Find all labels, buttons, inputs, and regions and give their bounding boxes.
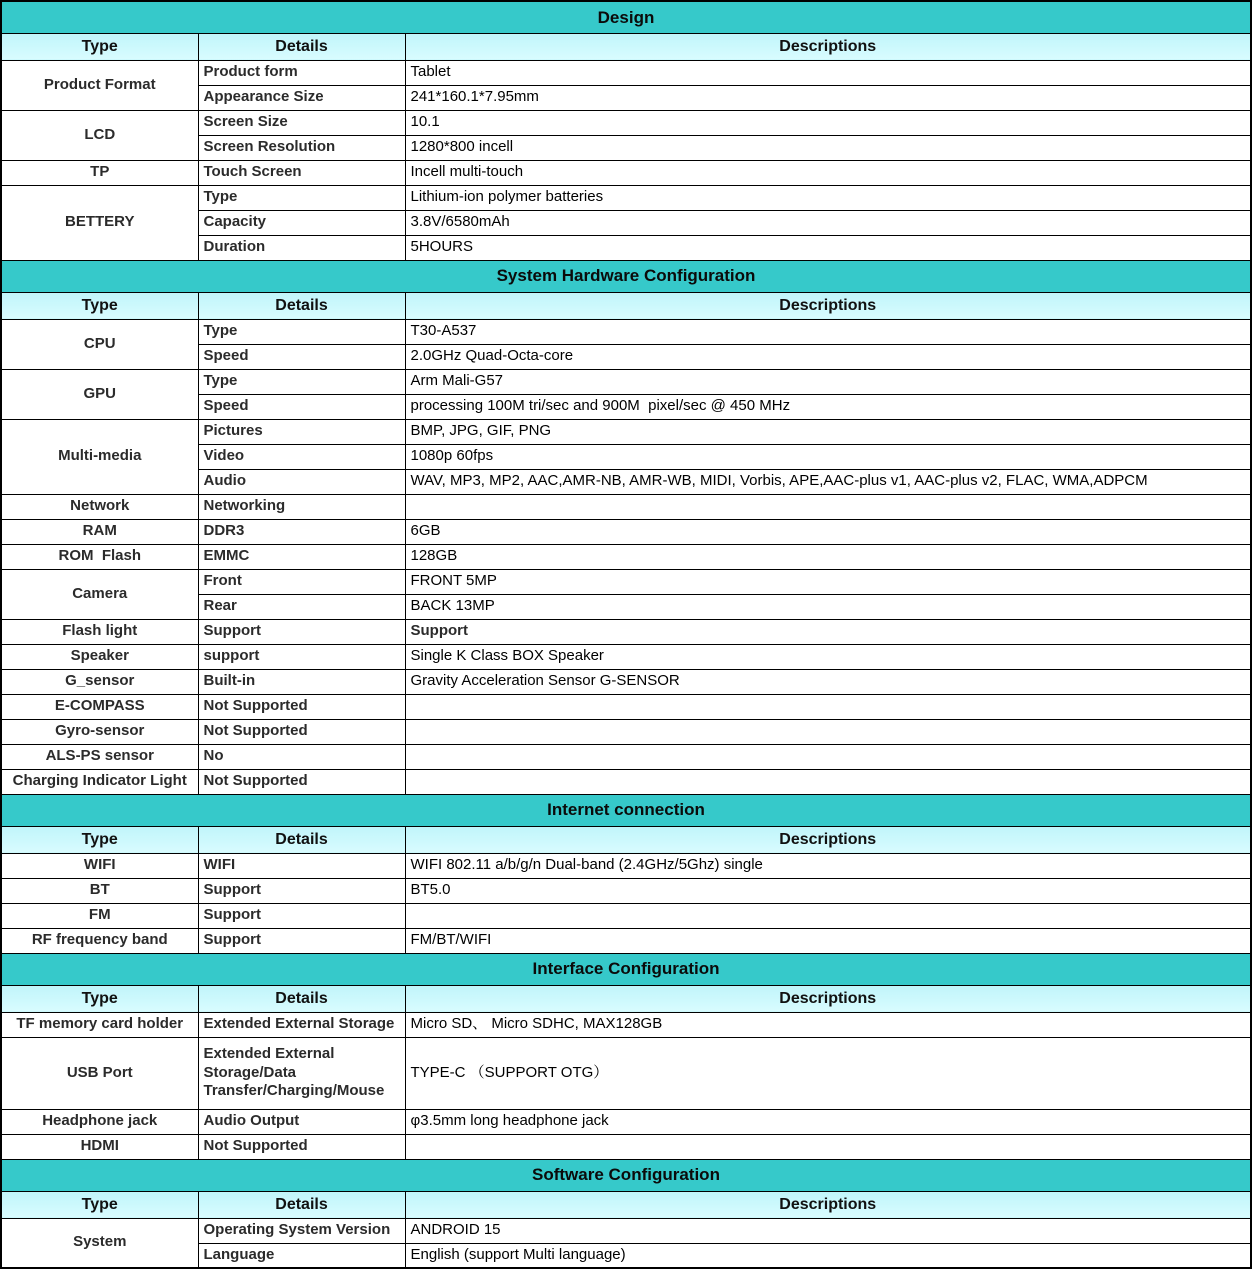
section-band (1, 1, 1251, 33)
desc-cell: Lithium-ion polymer batteries (405, 185, 1251, 210)
desc-cell (405, 694, 1251, 719)
details-cell: No (198, 744, 405, 769)
details-cell: Support (198, 619, 405, 644)
section-title: Interface Configuration (1, 953, 1251, 985)
type-cell: TP (1, 160, 198, 185)
type-cell: Gyro-sensor (1, 719, 198, 744)
spec-row (1, 544, 1251, 569)
desc-cell: WAV, MP3, MP2, AAC,AMR-NB, AMR-WB, MIDI, Vorbis, APE,AAC-plus v1, AAC-plus v2, FLAC, WMA,ADPCM (405, 469, 1251, 494)
details-cell: Support (198, 878, 405, 903)
section-title: Design (1, 1, 1251, 33)
type-cell: E-COMPASS (1, 694, 198, 719)
col-header-type: Type (1, 292, 198, 319)
details-cell: Type (198, 185, 405, 210)
details-cell: Speed (198, 344, 405, 369)
desc-cell: 1080p 60fps (405, 444, 1251, 469)
desc-cell: ANDROID 15 (405, 1218, 1251, 1243)
desc-cell (405, 1134, 1251, 1159)
details-cell: Appearance Size (198, 85, 405, 110)
spec-row (1, 744, 1251, 769)
desc-cell (405, 903, 1251, 928)
details-cell: support (198, 644, 405, 669)
details-cell: Built-in (198, 669, 405, 694)
spec-row (1, 569, 1251, 594)
details-cell: Audio Output (198, 1109, 405, 1134)
details-cell: Extended External Storage (198, 1012, 405, 1037)
details-cell: Speed (198, 394, 405, 419)
col-header-descriptions: Descriptions (405, 985, 1251, 1012)
column-header-row (1, 1191, 1251, 1218)
desc-cell: Micro SD、 Micro SDHC, MAX128GB (405, 1012, 1251, 1037)
desc-cell: FM/BT/WIFI (405, 928, 1251, 953)
spec-row (1, 853, 1251, 878)
type-cell: ROM Flash (1, 544, 198, 569)
spec-row (1, 669, 1251, 694)
spec-row (1, 319, 1251, 344)
details-cell: Support (198, 903, 405, 928)
details-cell: Not Supported (198, 694, 405, 719)
desc-cell: Single K Class BOX Speaker (405, 644, 1251, 669)
desc-cell: BACK 13MP (405, 594, 1251, 619)
col-header-descriptions: Descriptions (405, 1191, 1251, 1218)
desc-cell: processing 100M tri/sec and 900M pixel/sec @ 450 MHz (405, 394, 1251, 419)
type-cell: RF frequency band (1, 928, 198, 953)
type-cell: Product Format (1, 60, 198, 110)
desc-cell (405, 719, 1251, 744)
desc-cell: FRONT 5MP (405, 569, 1251, 594)
desc-cell: 128GB (405, 544, 1251, 569)
spec-row (1, 185, 1251, 210)
details-cell: Video (198, 444, 405, 469)
details-cell: DDR3 (198, 519, 405, 544)
type-cell: Network (1, 494, 198, 519)
desc-cell: Gravity Acceleration Sensor G-SENSOR (405, 669, 1251, 694)
details-cell: Product form (198, 60, 405, 85)
spec-row (1, 769, 1251, 794)
spec-row (1, 903, 1251, 928)
details-cell: Support (198, 928, 405, 953)
desc-cell: Incell multi-touch (405, 160, 1251, 185)
column-header-row (1, 826, 1251, 853)
desc-cell (405, 744, 1251, 769)
type-cell: Multi-media (1, 419, 198, 494)
type-cell: BETTERY (1, 185, 198, 260)
section-software (1, 1159, 1251, 1268)
details-cell: Not Supported (198, 769, 405, 794)
type-cell: G_sensor (1, 669, 198, 694)
desc-cell: 10.1 (405, 110, 1251, 135)
type-cell: Flash light (1, 619, 198, 644)
details-cell: Touch Screen (198, 160, 405, 185)
column-header-row (1, 985, 1251, 1012)
desc-cell: Support (405, 619, 1251, 644)
details-cell: Pictures (198, 419, 405, 444)
details-cell: Screen Resolution (198, 135, 405, 160)
details-cell: Not Supported (198, 719, 405, 744)
col-header-type: Type (1, 1191, 198, 1218)
spec-row (1, 1109, 1251, 1134)
type-cell: HDMI (1, 1134, 198, 1159)
type-cell: GPU (1, 369, 198, 419)
desc-cell: Tablet (405, 60, 1251, 85)
spec-row (1, 519, 1251, 544)
spec-row (1, 619, 1251, 644)
section-system-hardware (1, 260, 1251, 794)
section-band (1, 953, 1251, 985)
spec-row (1, 1012, 1251, 1037)
type-cell: Speaker (1, 644, 198, 669)
desc-cell: English (support Multi language) (405, 1243, 1251, 1268)
details-cell: Audio (198, 469, 405, 494)
spec-row (1, 369, 1251, 394)
details-cell: Screen Size (198, 110, 405, 135)
details-cell: Type (198, 369, 405, 394)
col-header-descriptions: Descriptions (405, 33, 1251, 60)
desc-cell: TYPE-C （SUPPORT OTG） (405, 1037, 1251, 1109)
desc-cell: 1280*800 incell (405, 135, 1251, 160)
type-cell: WIFI (1, 853, 198, 878)
spec-row (1, 110, 1251, 135)
section-band (1, 1159, 1251, 1191)
spec-row (1, 494, 1251, 519)
desc-cell: φ3.5mm long headphone jack (405, 1109, 1251, 1134)
spec-row (1, 644, 1251, 669)
desc-cell: WIFI 802.11 a/b/g/n Dual-band (2.4GHz/5Ghz) single (405, 853, 1251, 878)
col-header-descriptions: Descriptions (405, 826, 1251, 853)
desc-cell: 2.0GHz Quad-Octa-core (405, 344, 1251, 369)
col-header-type: Type (1, 33, 198, 60)
type-cell: Headphone jack (1, 1109, 198, 1134)
desc-cell: 3.8V/6580mAh (405, 210, 1251, 235)
spec-row (1, 1134, 1251, 1159)
col-header-descriptions: Descriptions (405, 292, 1251, 319)
details-cell: Capacity (198, 210, 405, 235)
desc-cell: BMP, JPG, GIF, PNG (405, 419, 1251, 444)
type-cell: CPU (1, 319, 198, 369)
details-cell: Networking (198, 494, 405, 519)
type-cell: LCD (1, 110, 198, 160)
col-header-details: Details (198, 1191, 405, 1218)
section-title: Software Configuration (1, 1159, 1251, 1191)
col-header-type: Type (1, 826, 198, 853)
details-cell: Front (198, 569, 405, 594)
section-interface (1, 953, 1251, 1159)
details-cell: Duration (198, 235, 405, 260)
spec-row (1, 878, 1251, 903)
type-cell: Charging Indicator Light (1, 769, 198, 794)
type-cell: TF memory card holder (1, 1012, 198, 1037)
desc-cell (405, 494, 1251, 519)
desc-cell (405, 769, 1251, 794)
col-header-type: Type (1, 985, 198, 1012)
column-header-row (1, 33, 1251, 60)
spec-row (1, 1218, 1251, 1243)
spec-row (1, 60, 1251, 85)
spec-row (1, 694, 1251, 719)
section-band (1, 794, 1251, 826)
section-internet (1, 794, 1251, 953)
desc-cell: BT5.0 (405, 878, 1251, 903)
spec-row (1, 160, 1251, 185)
type-cell: USB Port (1, 1037, 198, 1109)
col-header-details: Details (198, 33, 405, 60)
type-cell: BT (1, 878, 198, 903)
desc-cell: T30-A537 (405, 319, 1251, 344)
type-cell: FM (1, 903, 198, 928)
column-header-row (1, 292, 1251, 319)
section-title: Internet connection (1, 794, 1251, 826)
type-cell: Camera (1, 569, 198, 619)
col-header-details: Details (198, 985, 405, 1012)
spec-row (1, 928, 1251, 953)
desc-cell: Arm Mali-G57 (405, 369, 1251, 394)
section-design (1, 1, 1251, 260)
details-cell: Rear (198, 594, 405, 619)
details-cell: Not Supported (198, 1134, 405, 1159)
section-title: System Hardware Configuration (1, 260, 1251, 292)
details-cell: Extended External Storage/Data Transfer/Charging/Mouse (198, 1037, 405, 1109)
spec-row (1, 719, 1251, 744)
spec-row (1, 1037, 1251, 1109)
details-cell: Operating System Version (198, 1218, 405, 1243)
col-header-details: Details (198, 292, 405, 319)
details-cell: EMMC (198, 544, 405, 569)
section-band (1, 260, 1251, 292)
type-cell: System (1, 1218, 198, 1268)
type-cell: RAM (1, 519, 198, 544)
type-cell: ALS-PS sensor (1, 744, 198, 769)
col-header-details: Details (198, 826, 405, 853)
details-cell: Type (198, 319, 405, 344)
details-cell: Language (198, 1243, 405, 1268)
desc-cell: 6GB (405, 519, 1251, 544)
details-cell: WIFI (198, 853, 405, 878)
desc-cell: 5HOURS (405, 235, 1251, 260)
desc-cell: 241*160.1*7.95mm (405, 85, 1251, 110)
spec-row (1, 419, 1251, 444)
